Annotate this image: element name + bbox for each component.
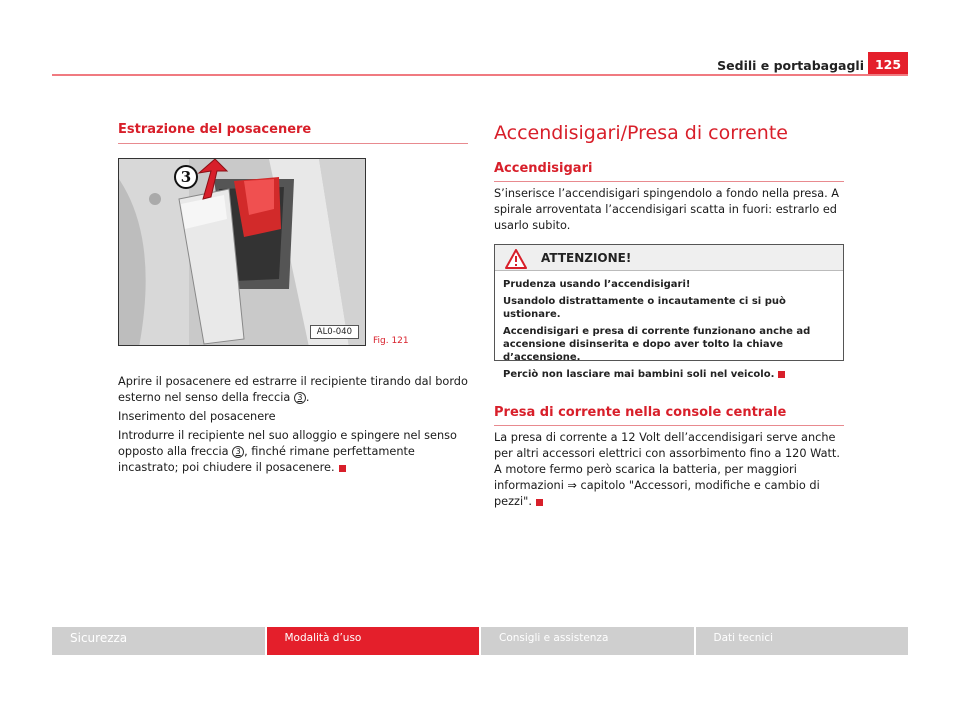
ref-circle-3: 3: [232, 446, 244, 458]
paragraph-insert: [118, 428, 468, 476]
figure-code: AL0-040: [310, 325, 359, 339]
figure-ashtray: [118, 158, 366, 346]
left-body-text: [118, 374, 468, 479]
paragraph-open: [118, 374, 468, 406]
warning-line-last: [503, 368, 835, 381]
p1-text: Aprire il posacenere ed estrarre il recipiente tirando dal bordo esterno nel senso della freccia: [118, 375, 468, 404]
warning-box: [494, 244, 844, 380]
section-heading-presa-corrente: Presa di corrente nella console centrale: [494, 405, 844, 426]
paragraph-insert-title: Inserimento del posacenere: [118, 410, 276, 423]
presa-corrente-body: La presa di corrente a 12 Volt dell’accendisigari serve anche per altri accessori elettrici con assorbimento fino a 120 Watt. A motore fermo però scarica la batteria, per maggiori informazioni ⇒ capitolo "Accessori, modifiche e cambio di pezzi".: [494, 431, 840, 508]
ref-circle-3: 3: [294, 392, 306, 404]
header-divider: [52, 74, 908, 76]
warning-title: ATTENZIONE!: [541, 251, 632, 265]
warning-line-text: Perciò non lasciare mai bambini soli nel veicolo.: [503, 369, 775, 380]
warning-line: Prudenza usando l’accendisigari!: [503, 279, 691, 290]
page-number: 125: [868, 52, 908, 76]
end-mark-icon: [778, 371, 785, 378]
chapter-title: Accendisigari/Presa di corrente: [494, 122, 788, 144]
warning-line: Accendisigari e presa di corrente funzionano anche ad accensione disinserita e dopo aver tolto la chiave d’accensione.: [503, 326, 811, 363]
figure-label: Fig. 121: [373, 336, 409, 346]
warning-header: [495, 245, 843, 271]
end-mark-icon: [339, 465, 346, 472]
end-mark-icon: [536, 499, 543, 506]
warning-triangle-icon: [505, 249, 527, 269]
p3-text: Introdurre il recipiente nel suo alloggio e spingere nel senso opposto alla freccia: [118, 429, 457, 458]
presa-corrente-text: [494, 430, 844, 510]
p1-end: .: [305, 391, 310, 404]
tab-consigli-assistenza[interactable]: Consigli e assistenza: [481, 627, 694, 655]
warning-body: [495, 271, 843, 381]
figure-callout-3: 3: [174, 165, 198, 189]
tab-modalita-uso[interactable]: Modalità d’uso: [267, 627, 480, 655]
ashtray-illustration: [119, 159, 366, 346]
p3-end: , finché rimane perfettamente incastrato; poi chiudere il posacenere.: [118, 445, 415, 474]
tab-sicurezza[interactable]: Sicurezza: [52, 627, 265, 655]
section-heading-posacenere: Estrazione del posacenere: [118, 122, 468, 144]
accendisigari-text: S’inserisce l’accendisigari spingendolo a fondo nella presa. A spirale arroventata l’accendisigari scatta in fuori: estrarlo ed usarlo subito.: [494, 187, 840, 232]
section-heading-accendisigari: Accendisigari: [494, 161, 844, 182]
tab-dati-tecnici[interactable]: Dati tecnici: [696, 627, 909, 655]
running-title: Sedili e portabagagli: [717, 58, 864, 73]
warning-line: Usandolo distrattamente o incautamente ci si può ustionare.: [503, 296, 786, 320]
footer-tabs: [52, 627, 908, 655]
